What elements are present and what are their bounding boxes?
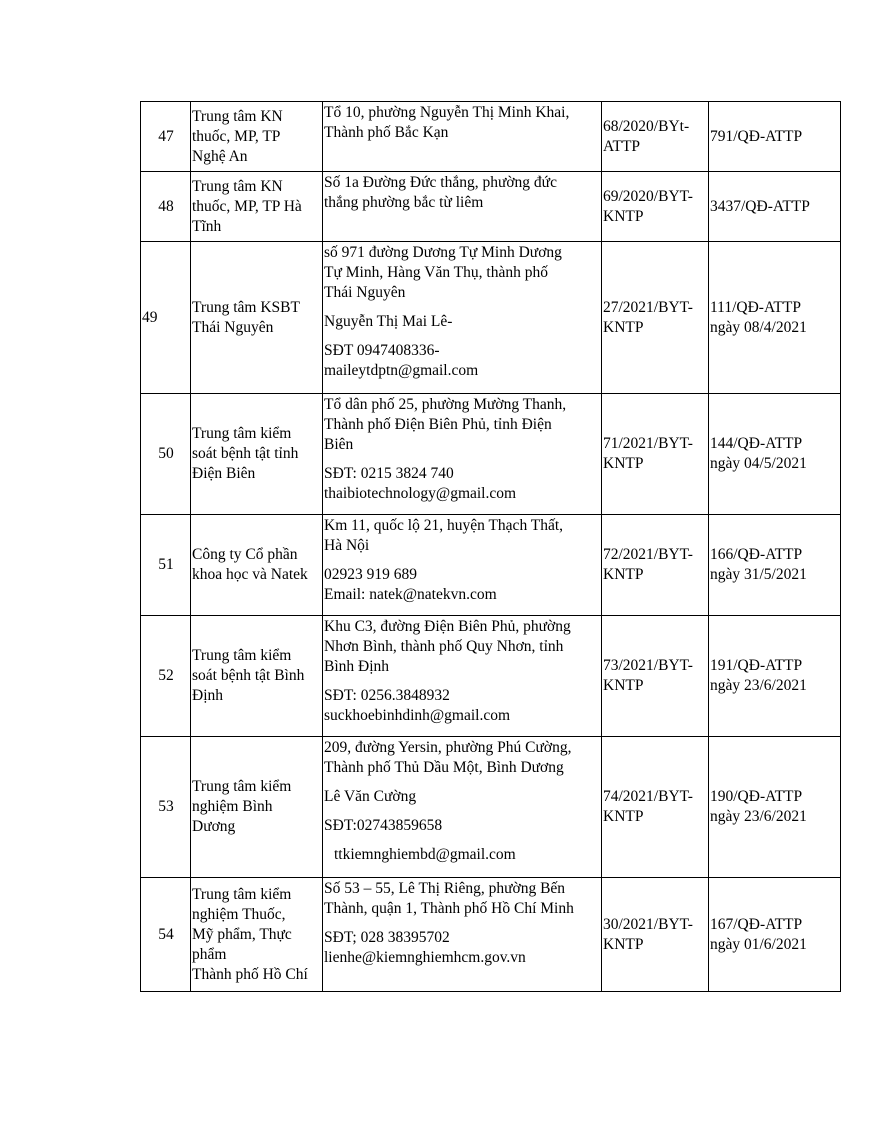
decision-number: 3437/QĐ-ATTP [709, 172, 841, 242]
address-line: Km 11, quốc lộ 21, huyện Thạch Thất, Hà Nội [324, 517, 564, 554]
address-line: Khu C3, đường Điện Biên Phủ, phường Nhơn Bình, thành phố Quy Nhơn, tỉnh Bình Định [324, 618, 571, 675]
address-contact [323, 878, 602, 992]
contact-info: SĐT: 0215 3824 740 thaibiotechnology@gmail.com [324, 465, 517, 502]
contact-info: 02923 919 689 Email: natek@natekvn.com [324, 566, 497, 603]
address-contact [323, 394, 602, 515]
organization-name: Trung tâm kiểm soát bệnh tật Bình Định [191, 616, 323, 737]
decision-number: 190/QĐ-ATTP ngày 23/6/2021 [709, 737, 841, 878]
contact-info: SĐT 0947408336- maileytdptn@gmail.com [324, 342, 479, 379]
address-contact [323, 242, 602, 394]
contact-person: Lê Văn Cường [324, 788, 417, 805]
address-line: Tổ dân phố 25, phường Mường Thanh, Thành phố Điện Biên Phủ, tỉnh Điện Biên [324, 396, 567, 453]
row-number: 49 [141, 242, 191, 394]
decision-number: 111/QĐ-ATTP ngày 08/4/2021 [709, 242, 841, 394]
certificate-number: 69/2020/BYT- KNTP [602, 172, 709, 242]
row-number: 48 [141, 172, 191, 242]
decision-number: 191/QĐ-ATTP ngày 23/6/2021 [709, 616, 841, 737]
organization-name: Trung tâm KN thuốc, MP, TP Hà Tĩnh [191, 172, 323, 242]
table-row [141, 172, 841, 242]
address-line: Số 53 – 55, Lê Thị Riêng, phường Bến Thành, quận 1, Thành phố Hồ Chí Minh [324, 880, 574, 917]
table-row [141, 242, 841, 394]
certificate-number: 30/2021/BYT- KNTP [602, 878, 709, 992]
contact-email: ttkiemnghiembd@gmail.com [334, 846, 516, 863]
certificate-number: 27/2021/BYT- KNTP [602, 242, 709, 394]
decision-number: 144/QĐ-ATTP ngày 04/5/2021 [709, 394, 841, 515]
lab-list-table [140, 101, 841, 992]
table-row [141, 616, 841, 737]
decision-number: 167/QĐ-ATTP ngày 01/6/2021 [709, 878, 841, 992]
contact-info: SĐT: 0256.3848932 suckhoebinhdinh@gmail.com [324, 687, 511, 724]
organization-name: Trung tâm kiểm soát bệnh tật tỉnh Điện Biên [191, 394, 323, 515]
contact-person: Nguyễn Thị Mai Lê- [324, 313, 453, 330]
decision-number: 791/QĐ-ATTP [709, 102, 841, 172]
organization-name: Trung tâm kiểm nghiệm Thuốc, Mỹ phẩm, Thực phẩm Thành phố Hồ Chí [191, 878, 323, 992]
table-row [141, 394, 841, 515]
certificate-number: 72/2021/BYT- KNTP [602, 515, 709, 616]
row-number: 52 [141, 616, 191, 737]
certificate-number: 68/2020/BYt- ATTP [602, 102, 709, 172]
address-contact [323, 515, 602, 616]
row-number: 51 [141, 515, 191, 616]
address-contact [323, 737, 602, 878]
contact-info: SĐT; 028 38395702 lienhe@kiemnghiemhcm.gov.vn [324, 929, 526, 966]
address-line: 209, đường Yersin, phường Phú Cường, Thành phố Thủ Dầu Một, Bình Dương [324, 739, 572, 776]
row-number: 50 [141, 394, 191, 515]
certificate-number: 74/2021/BYT- KNTP [602, 737, 709, 878]
table-row [141, 878, 841, 992]
organization-name: Trung tâm KSBT Thái Nguyên [191, 242, 323, 394]
row-number: 53 [141, 737, 191, 878]
address-line: Số 1a Đường Đức thắng, phường đức thắng phường bắc từ liêm [324, 174, 557, 211]
address-contact [323, 102, 602, 172]
organization-name: Công ty Cổ phần khoa học và Natek [191, 515, 323, 616]
contact-phone: SĐT:02743859658 [324, 817, 443, 834]
address-contact [323, 616, 602, 737]
table-row [141, 102, 841, 172]
row-number: 54 [141, 878, 191, 992]
certificate-number: 73/2021/BYT- KNTP [602, 616, 709, 737]
address-line: Tổ 10, phường Nguyễn Thị Minh Khai, Thành phố Bắc Kạn [324, 104, 570, 141]
table-row [141, 515, 841, 616]
row-number: 47 [141, 102, 191, 172]
address-contact [323, 172, 602, 242]
address-line: số 971 đường Dương Tự Minh Dương Tự Minh, Hàng Văn Thụ, thành phố Thái Nguyên [324, 244, 562, 301]
table-row [141, 737, 841, 878]
organization-name: Trung tâm kiểm nghiệm Bình Dương [191, 737, 323, 878]
organization-name: Trung tâm KN thuốc, MP, TP Nghệ An [191, 102, 323, 172]
certificate-number: 71/2021/BYT- KNTP [602, 394, 709, 515]
decision-number: 166/QĐ-ATTP ngày 31/5/2021 [709, 515, 841, 616]
